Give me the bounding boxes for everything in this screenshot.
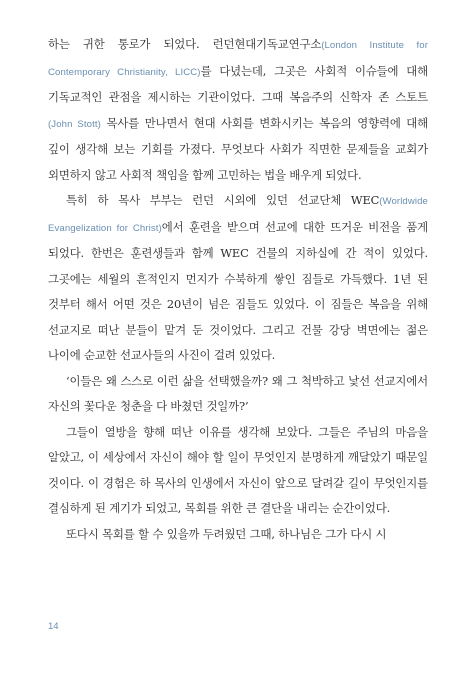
paragraph-2-text-2: 에서 훈련을 받으며 선교에 대한 뜨거운 비전을 품게 되었다. 한번은 훈련생들과 함께 WEC 건물의 지하실에 간 적이 있었다. 그곳에는 세월의 흔적인지 먼지가 수북하게 쌓인 짐들로 가득했다. 1년 된 것부터 해서 어떤 것은 20년이 넘은 짐들도 있었다. 이 짐들은 복음을 위해 선교지로 떠난 분들이 맡겨 둔 것이었다. 그리고 건물 강당 벽면에는 젊은 나이에 순교한 선교사들의 사진이 걸려 있었다. <box>48 219 428 362</box>
paragraph-3-text: ‘이들은 왜 스스로 이런 삶을 선택했을까? 왜 그 척박하고 낯선 선교지에서 자신의 꽃다운 청춘을 다 바쳤던 것일까?’ <box>48 373 428 413</box>
paragraph-5 <box>48 522 428 548</box>
paragraph-2-latin-1: (Worldwide Evangelization for Christ) <box>48 196 428 234</box>
paragraph-5-text: 또다시 목회를 할 수 있을까 두려웠던 그때, 하나님은 그가 다시 시 <box>66 526 387 541</box>
paragraph-3-quote <box>48 369 428 420</box>
paragraph-1-latin-2: (John Stott) <box>48 118 101 130</box>
paragraph-4-text: 그들이 열방을 향해 떠난 이유를 생각해 보았다. 그들은 주님의 마음을 알았고, 이 세상에서 자신이 해야 할 일이 무엇인지 분명하게 깨달았기 때문일 것이다. 이 경험은 하 목사의 인생에서 자신이 앞으로 달려갈 길이 무엇인지를 결심하게 된 계기가 되었고, 목회를 위한 큰 결단을 내리는 순간이었다. <box>48 424 428 515</box>
paragraph-2-text-1: 특히 하 목사 부부는 런던 시외에 있던 선교단체 WEC <box>66 193 380 207</box>
paragraph-1-latin-1: (London Institute for Contemporary Christianity, LICC) <box>48 40 428 78</box>
paragraph-1 <box>48 32 428 188</box>
paragraph-4 <box>48 420 428 522</box>
paragraph-1-text-3: 목사를 만나면서 현대 사회를 변화시키는 복음의 영향력에 대해 깊이 생각해 보는 기회를 가졌다. 무엇보다 사회가 직면한 문제들을 교회가 외면하지 않고 사회적 책임을 함께 고민하는 법을 배우게 되었다. <box>48 115 428 182</box>
paragraph-1-text-2: 를 다녔는데, 그곳은 사회적 이슈들에 대해 기독교적인 관점을 제시하는 기관이었다. 그때 복음주의 신학자 존 스토트 <box>48 63 428 104</box>
paragraph-1-text-1: 하는 귀한 통로가 되었다. 런던현대기독교연구소 <box>48 37 322 51</box>
page-body <box>48 32 428 547</box>
page-number: 14 <box>48 621 59 632</box>
paragraph-2 <box>48 188 428 369</box>
